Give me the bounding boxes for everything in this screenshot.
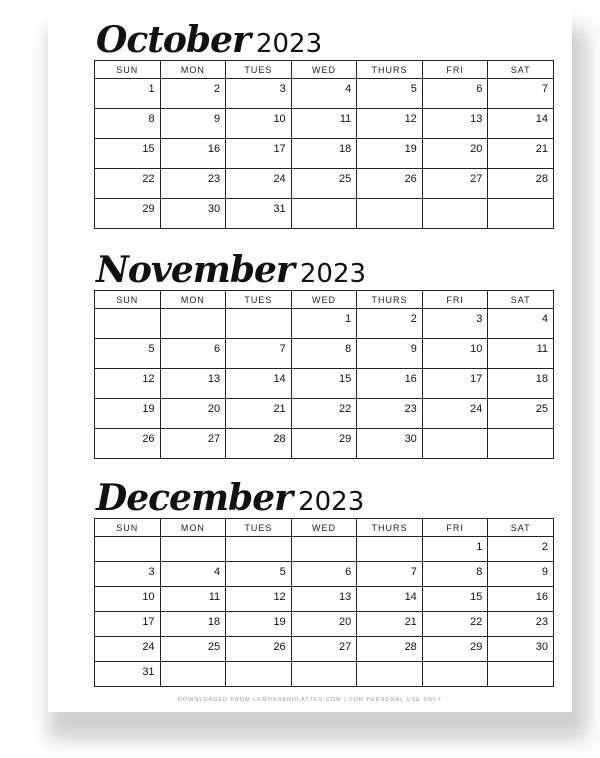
weekday-header: THURS <box>357 519 423 537</box>
weekday-header: MON <box>160 291 226 309</box>
day-cell: 30 <box>357 429 423 459</box>
weekday-header: SUN <box>95 61 161 79</box>
week-row <box>95 612 554 637</box>
day-cell: 17 <box>226 139 292 169</box>
day-cell: 14 <box>488 109 554 139</box>
day-cell: 2 <box>488 537 554 562</box>
day-cell: 15 <box>291 369 357 399</box>
day-cell: 25 <box>488 399 554 429</box>
weekday-header: FRI <box>422 61 488 79</box>
month-name-text: November <box>96 249 294 291</box>
day-cell: 19 <box>95 399 161 429</box>
day-cell: 25 <box>160 637 226 662</box>
day-cell: 9 <box>488 562 554 587</box>
month-title <box>94 2 554 60</box>
day-cell: 9 <box>160 109 226 139</box>
weekday-header: SAT <box>488 61 554 79</box>
day-cell: 24 <box>226 169 292 199</box>
week-row <box>95 637 554 662</box>
day-cell <box>291 199 357 229</box>
day-cell: 16 <box>160 139 226 169</box>
day-cell: 12 <box>95 369 161 399</box>
day-cell <box>226 309 292 339</box>
day-cell: 30 <box>160 199 226 229</box>
month-name <box>96 19 323 61</box>
weekday-header: TUES <box>226 291 292 309</box>
week-row <box>95 309 554 339</box>
day-cell: 7 <box>357 562 423 587</box>
week-row <box>95 109 554 139</box>
day-cell <box>226 662 292 687</box>
weekday-header: TUES <box>226 61 292 79</box>
day-cell: 18 <box>160 612 226 637</box>
day-cell: 10 <box>95 587 161 612</box>
day-cell: 11 <box>291 109 357 139</box>
month-title <box>94 460 554 518</box>
month-name-text: October <box>96 19 250 61</box>
day-cell: 21 <box>226 399 292 429</box>
weekday-header-row <box>95 61 554 79</box>
day-cell: 27 <box>291 637 357 662</box>
day-cell: 8 <box>95 109 161 139</box>
weekday-header: MON <box>160 61 226 79</box>
day-cell <box>422 199 488 229</box>
day-cell: 21 <box>488 139 554 169</box>
day-cell: 19 <box>357 139 423 169</box>
week-row <box>95 369 554 399</box>
day-cell: 27 <box>160 429 226 459</box>
calendar-grid <box>94 290 554 459</box>
day-cell: 5 <box>357 79 423 109</box>
weekday-header: SAT <box>488 519 554 537</box>
day-cell: 29 <box>291 429 357 459</box>
day-cell: 3 <box>95 562 161 587</box>
day-cell: 5 <box>95 339 161 369</box>
weekday-header-row <box>95 519 554 537</box>
weekday-header: TUES <box>226 519 292 537</box>
week-row <box>95 429 554 459</box>
week-row <box>95 537 554 562</box>
day-cell: 23 <box>160 169 226 199</box>
weekday-header: MON <box>160 519 226 537</box>
day-cell <box>226 537 292 562</box>
month-year: 2023 <box>299 259 367 289</box>
day-cell: 2 <box>357 309 423 339</box>
month-year: 2023 <box>255 29 323 59</box>
day-cell: 27 <box>422 169 488 199</box>
day-cell <box>357 662 423 687</box>
weekday-header: THURS <box>357 291 423 309</box>
day-cell: 10 <box>226 109 292 139</box>
week-row <box>95 562 554 587</box>
day-cell: 8 <box>291 339 357 369</box>
day-cell: 9 <box>357 339 423 369</box>
day-cell: 22 <box>422 612 488 637</box>
day-cell: 4 <box>291 79 357 109</box>
day-cell: 18 <box>488 369 554 399</box>
weekday-header: SUN <box>95 519 161 537</box>
day-cell: 4 <box>160 562 226 587</box>
day-cell: 17 <box>95 612 161 637</box>
day-cell: 12 <box>226 587 292 612</box>
day-cell <box>160 537 226 562</box>
day-cell <box>160 662 226 687</box>
month-october <box>94 2 554 229</box>
footer-note: DOWNLOADED FROM LEMONSANDLATTES.COM | FOR PERSONAL USE ONLY <box>177 697 443 703</box>
day-cell <box>291 662 357 687</box>
day-cell: 7 <box>488 79 554 109</box>
weekday-header: WED <box>291 61 357 79</box>
month-year: 2023 <box>298 487 365 517</box>
day-cell <box>422 429 488 459</box>
day-cell: 6 <box>291 562 357 587</box>
week-row <box>95 79 554 109</box>
day-cell: 24 <box>422 399 488 429</box>
weekday-header: WED <box>291 291 357 309</box>
day-cell: 19 <box>226 612 292 637</box>
day-cell <box>357 199 423 229</box>
month-name <box>96 249 367 291</box>
day-cell: 29 <box>95 199 161 229</box>
day-cell: 18 <box>291 139 357 169</box>
day-cell: 13 <box>160 369 226 399</box>
day-cell <box>291 537 357 562</box>
week-row <box>95 139 554 169</box>
day-cell: 28 <box>488 169 554 199</box>
day-cell: 14 <box>226 369 292 399</box>
day-cell: 30 <box>488 637 554 662</box>
day-cell <box>488 662 554 687</box>
day-cell <box>422 662 488 687</box>
day-cell <box>95 309 161 339</box>
day-cell: 20 <box>291 612 357 637</box>
day-cell: 22 <box>95 169 161 199</box>
weekday-header: FRI <box>422 291 488 309</box>
month-december <box>94 460 554 687</box>
weekday-header: THURS <box>357 61 423 79</box>
day-cell: 13 <box>291 587 357 612</box>
day-cell: 10 <box>422 339 488 369</box>
week-row <box>95 587 554 612</box>
day-cell: 26 <box>226 637 292 662</box>
day-cell: 31 <box>226 199 292 229</box>
month-name <box>96 477 365 519</box>
week-row <box>95 169 554 199</box>
weekday-header: WED <box>291 519 357 537</box>
day-cell: 11 <box>160 587 226 612</box>
week-row <box>95 662 554 687</box>
day-cell: 2 <box>160 79 226 109</box>
day-cell: 8 <box>422 562 488 587</box>
weekday-header: SAT <box>488 291 554 309</box>
day-cell: 1 <box>291 309 357 339</box>
day-cell: 21 <box>357 612 423 637</box>
calendar-grid <box>94 60 554 229</box>
printable-page <box>48 0 572 712</box>
day-cell: 13 <box>422 109 488 139</box>
day-cell: 3 <box>226 79 292 109</box>
day-cell: 6 <box>160 339 226 369</box>
day-cell: 20 <box>160 399 226 429</box>
day-cell: 16 <box>357 369 423 399</box>
day-cell: 20 <box>422 139 488 169</box>
weekday-header-row <box>95 291 554 309</box>
day-cell: 17 <box>422 369 488 399</box>
day-cell <box>95 537 161 562</box>
day-cell <box>488 429 554 459</box>
month-november <box>94 232 554 459</box>
calendar-grid <box>94 518 554 687</box>
month-title <box>94 232 554 290</box>
weekday-header: FRI <box>422 519 488 537</box>
day-cell <box>488 199 554 229</box>
day-cell: 5 <box>226 562 292 587</box>
day-cell: 6 <box>422 79 488 109</box>
week-row <box>95 399 554 429</box>
day-cell: 15 <box>95 139 161 169</box>
day-cell: 29 <box>422 637 488 662</box>
day-cell: 3 <box>422 309 488 339</box>
day-cell: 23 <box>357 399 423 429</box>
day-cell: 1 <box>422 537 488 562</box>
day-cell: 1 <box>95 79 161 109</box>
day-cell: 15 <box>422 587 488 612</box>
day-cell <box>160 309 226 339</box>
day-cell: 31 <box>95 662 161 687</box>
day-cell: 16 <box>488 587 554 612</box>
day-cell: 26 <box>95 429 161 459</box>
day-cell: 26 <box>357 169 423 199</box>
week-row <box>95 199 554 229</box>
day-cell: 12 <box>357 109 423 139</box>
day-cell: 14 <box>357 587 423 612</box>
day-cell: 22 <box>291 399 357 429</box>
day-cell: 25 <box>291 169 357 199</box>
day-cell: 23 <box>488 612 554 637</box>
day-cell: 24 <box>95 637 161 662</box>
month-name-text: December <box>96 477 293 519</box>
day-cell <box>357 537 423 562</box>
week-row <box>95 339 554 369</box>
day-cell: 11 <box>488 339 554 369</box>
day-cell: 4 <box>488 309 554 339</box>
day-cell: 7 <box>226 339 292 369</box>
day-cell: 28 <box>226 429 292 459</box>
weekday-header: SUN <box>95 291 161 309</box>
day-cell: 28 <box>357 637 423 662</box>
